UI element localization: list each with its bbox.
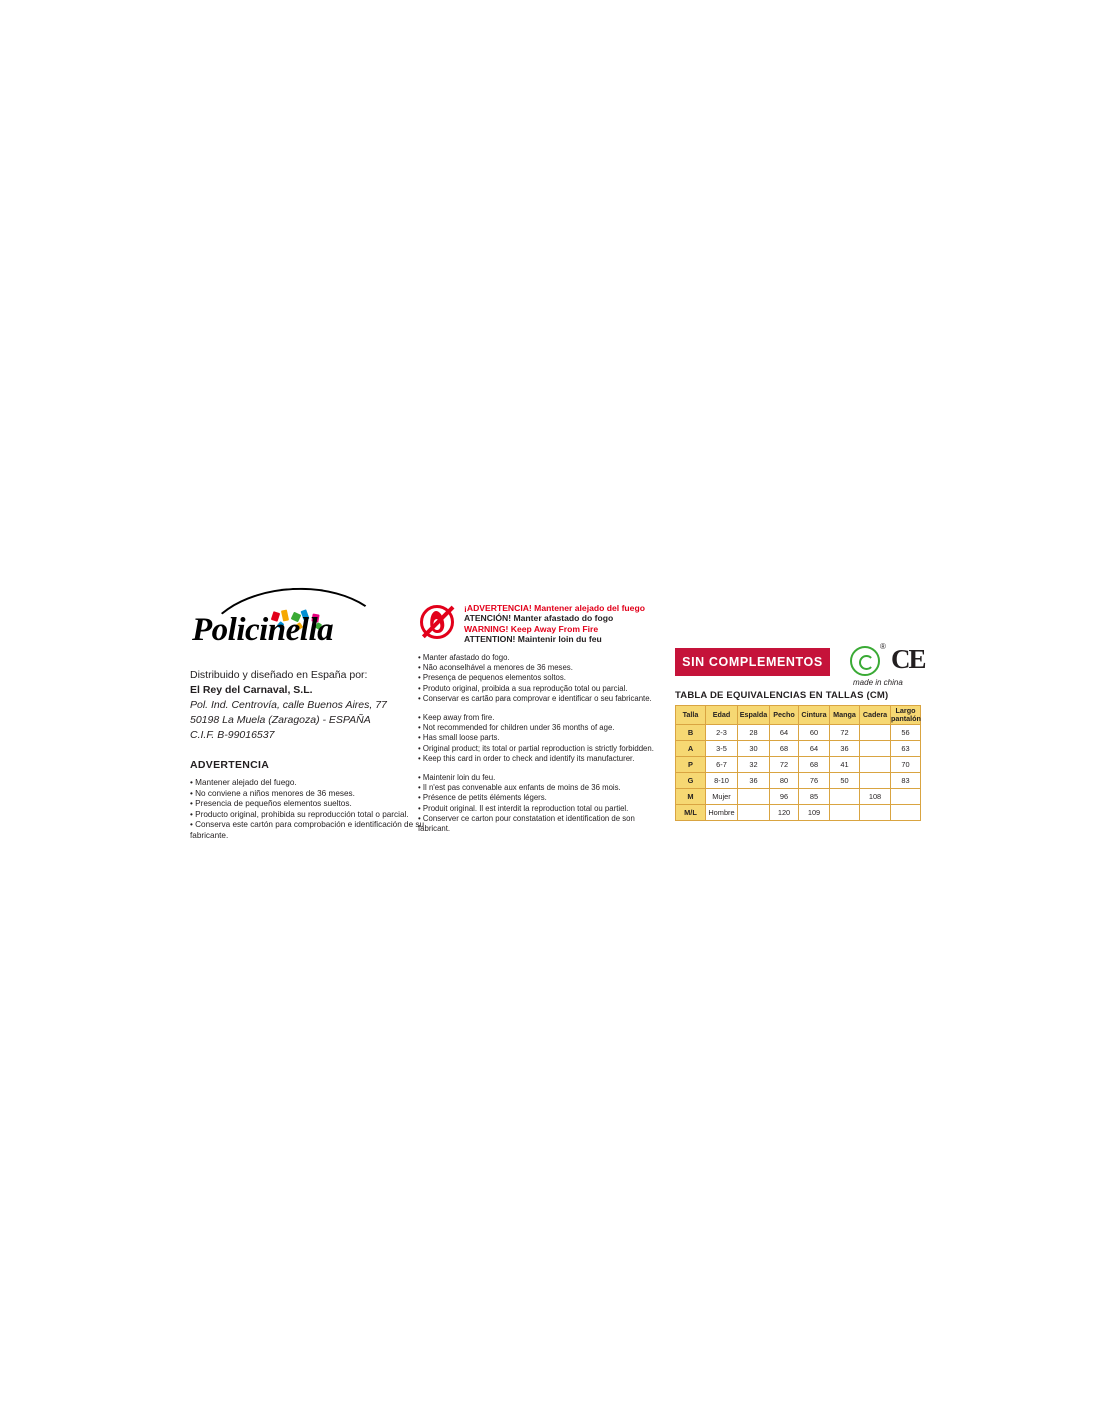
size-chart-block: [675, 640, 940, 821]
list-item: • Présence de petits éléments légers.: [418, 793, 547, 803]
marks-row: [675, 640, 940, 688]
table-header-row: [676, 706, 921, 725]
table-row: [676, 725, 921, 741]
cell-espalda: 30: [738, 741, 770, 757]
cell-largo: [891, 789, 921, 805]
cell-cintura: 64: [799, 741, 830, 757]
cell-manga: 36: [830, 741, 860, 757]
cell-cadera: [860, 725, 891, 741]
cell-talla: A: [676, 741, 706, 757]
left-info-block: [190, 588, 440, 842]
cell-espalda: 36: [738, 773, 770, 789]
cell-edad: 6-7: [706, 757, 738, 773]
cell-talla: M: [676, 789, 706, 805]
cell-largo: 70: [891, 757, 921, 773]
table-row: [676, 757, 921, 773]
registered-trademark-icon: ®: [880, 642, 886, 651]
column-header-espalda: Espalda: [738, 706, 770, 725]
list-item: • Mantener alejado del fuego.: [190, 778, 297, 787]
cell-talla: P: [676, 757, 706, 773]
bullet-group-fr: [418, 773, 648, 834]
cell-edad: Mujer: [706, 789, 738, 805]
cell-cintura: 60: [799, 725, 830, 741]
list-item: • Conservar es cartão para comprovar e identificar o seu fabricante.: [418, 693, 652, 703]
company-name: El Rey del Carnaval, S.L.: [190, 684, 313, 696]
size-table-title: TABLA DE EQUIVALENCIAS EN TALLAS (CM): [675, 690, 889, 701]
cell-cadera: [860, 741, 891, 757]
column-header-edad: Edad: [706, 706, 738, 725]
warning-bullet-list-es: [190, 778, 440, 842]
cell-cadera: [860, 773, 891, 789]
cell-manga: 50: [830, 773, 860, 789]
table-row: [676, 789, 921, 805]
cell-pecho: 68: [770, 741, 799, 757]
table-row: [676, 805, 921, 821]
company-cif: C.I.F. B-99016537: [190, 729, 275, 741]
cell-pecho: 64: [770, 725, 799, 741]
list-item: • Conserva este cartón para comprobación e identificación de su fabricante.: [190, 820, 425, 840]
list-item: • Has small loose parts.: [418, 733, 500, 743]
headline-pt: ATENCIÓN! Manter afastado do fogo: [464, 613, 614, 624]
cell-manga: 41: [830, 757, 860, 773]
list-item: • Conserver ce carton pour constatation et identification de son fabricant.: [418, 813, 635, 834]
column-header-talla: Talla: [676, 706, 706, 725]
cell-pecho: 120: [770, 805, 799, 821]
cell-talla: G: [676, 773, 706, 789]
list-item: • Not recommended for children under 36 months of age.: [418, 723, 615, 733]
cell-espalda: [738, 789, 770, 805]
cell-talla: M/L: [676, 805, 706, 821]
table-row: [676, 773, 921, 789]
cell-largo: 56: [891, 725, 921, 741]
list-item: • Presença de pequenos elementos soltos.: [418, 673, 566, 683]
list-item: • Original product; its total or partial reproduction is strictly forbidden.: [418, 743, 654, 753]
recycle-icon: [850, 646, 882, 678]
address-line-1: Pol. Ind. Centrovía, calle Buenos Aires, 77: [190, 699, 387, 711]
cell-manga: 72: [830, 725, 860, 741]
table-body: [676, 725, 921, 821]
cell-edad: 2-3: [706, 725, 738, 741]
fire-warning-row: [418, 603, 648, 647]
cell-manga: [830, 789, 860, 805]
distributor-address: [190, 668, 440, 743]
list-item: • Keep away from fire.: [418, 713, 495, 723]
column-header-cadera: Cadera: [860, 706, 891, 725]
list-item: • Maintenir loin du feu.: [418, 773, 496, 783]
address-line-2: 50198 La Muela (Zaragoza) - ESPAÑA: [190, 714, 371, 726]
fire-warning-headlines: [464, 603, 645, 645]
size-equivalence-table: [675, 705, 921, 821]
ce-mark-icon: CE: [891, 644, 925, 674]
headline-es: ¡ADVERTENCIA! Mantener alejado del fuego: [464, 603, 645, 613]
list-item: • Producto original, prohibida su reproducción total o parcial.: [190, 809, 409, 819]
list-item: • Manter afastado do fogo.: [418, 653, 510, 662]
cell-cadera: [860, 757, 891, 773]
cell-espalda: 28: [738, 725, 770, 741]
column-header-manga: Manga: [830, 706, 860, 725]
list-item: • Keep this card in order to check and identify its manufacturer.: [418, 753, 635, 763]
cell-cintura: 76: [799, 773, 830, 789]
bullet-group-pt: [418, 653, 652, 704]
cell-cintura: 85: [799, 789, 830, 805]
cell-pecho: 96: [770, 789, 799, 805]
cell-largo: [891, 805, 921, 821]
status-badge: SIN COMPLEMENTOS: [675, 648, 830, 676]
list-item: • No conviene a niños menores de 36 meses.: [190, 788, 355, 798]
cell-pecho: 80: [770, 773, 799, 789]
cell-edad: Hombre: [706, 805, 738, 821]
column-header-pecho: Pecho: [770, 706, 799, 725]
distributed-by-label: Distribuido y diseñado en España por:: [190, 669, 368, 681]
multilingual-bullet-lists: [418, 653, 654, 834]
cell-edad: 8-10: [706, 773, 738, 789]
cell-pecho: 72: [770, 757, 799, 773]
list-item: • Produit original. Il est interdit la reproduction total ou partiel.: [418, 803, 629, 813]
cell-cintura: 109: [799, 805, 830, 821]
column-header-largo-pantalon: Largo pantalón: [891, 706, 921, 723]
no-fire-warning-icon: [418, 603, 460, 645]
multilingual-warning-block: [418, 603, 654, 843]
cell-edad: 3-5: [706, 741, 738, 757]
list-item: • Não aconselhável a menores de 36 meses.: [418, 663, 573, 673]
warning-heading: ADVERTENCIA: [190, 759, 270, 771]
cell-cadera: 108: [860, 789, 891, 805]
headline-fr: ATTENTION! Maintenir loin du feu: [464, 634, 602, 645]
column-header-cintura: Cintura: [799, 706, 830, 725]
cell-cadera: [860, 805, 891, 821]
cell-espalda: [738, 805, 770, 821]
list-item: • Presencia de pequeños elementos sueltos.: [190, 799, 352, 809]
cell-talla: B: [676, 725, 706, 741]
cell-espalda: 32: [738, 757, 770, 773]
table-row: [676, 741, 921, 757]
headline-en: WARNING! Keep Away From Fire: [464, 623, 599, 634]
bullet-group-en: [418, 713, 654, 764]
cell-largo: 83: [891, 773, 921, 789]
cell-manga: [830, 805, 860, 821]
made-in-label: made in china: [853, 678, 903, 687]
list-item: • Il n'est pas convenable aux enfants de moins de 36 mois.: [418, 783, 621, 793]
policinella-logo: [192, 588, 392, 658]
list-item: • Produto original, proibida a sua reprodução total ou parcial.: [418, 683, 628, 693]
cell-cintura: 68: [799, 757, 830, 773]
logo-wordmark: Policinella: [192, 612, 334, 648]
cell-largo: 63: [891, 741, 921, 757]
